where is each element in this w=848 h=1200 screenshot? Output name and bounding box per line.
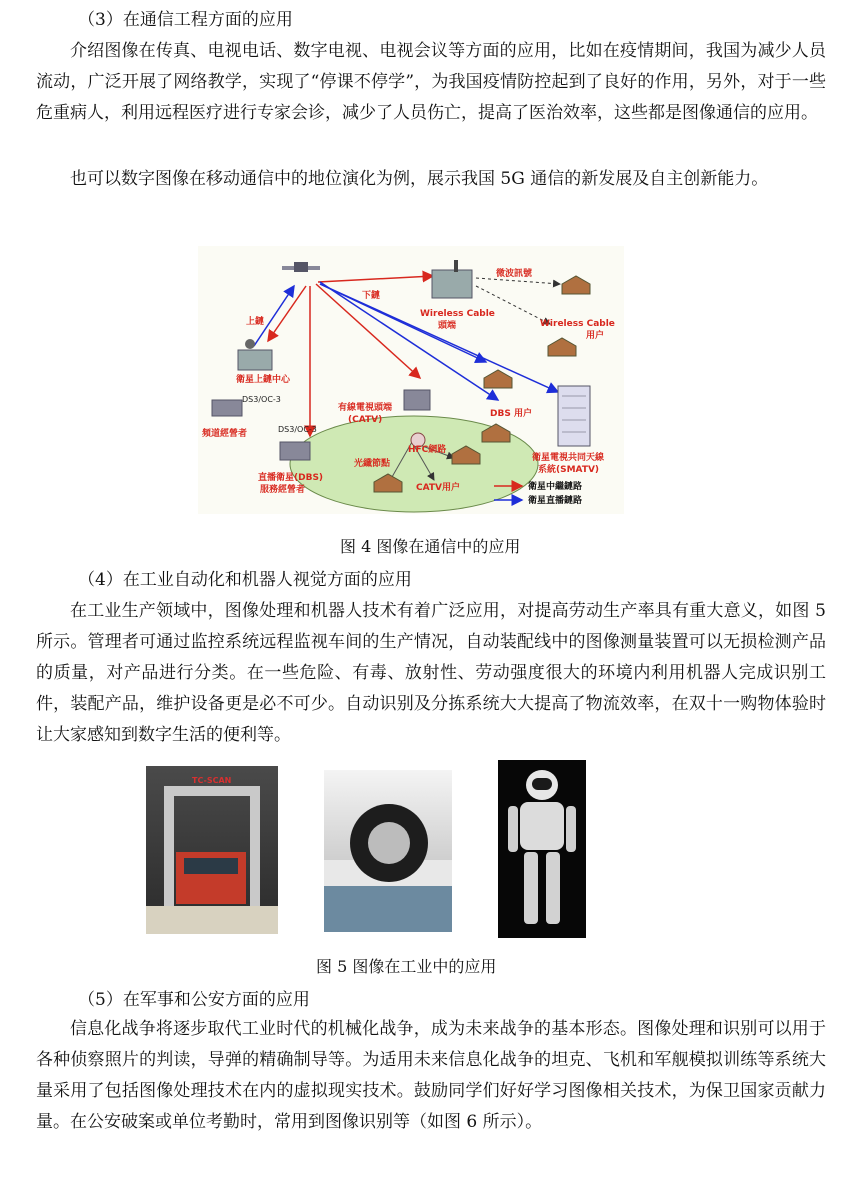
channel-operator-icon [212, 400, 242, 416]
legend-direct-link: 衛星直播鏈路 [528, 496, 583, 506]
label-uplink-center: 衛星上鏈中心 [236, 375, 291, 385]
section4-heading: （4）在工业自动化和机器人视觉方面的应用 [78, 570, 412, 590]
label-dbs-operator-1: 直播衛星(DBS) [258, 473, 324, 483]
figure4-diagram [198, 246, 624, 514]
car-wheel-photo [324, 770, 452, 932]
label-catv-user: CATV用户 [416, 483, 460, 493]
label-catv-head-2: (CATV) [348, 415, 383, 425]
section3-heading: （3）在通信工程方面的应用 [78, 10, 293, 30]
legend-relay-link: 衛星中繼鏈路 [528, 482, 583, 492]
section5-paragraph1: 信息化战争将逐步取代工业时代的机械化战争，成为未来战争的基本形态。图像处理和识别可以用于各种侦察照片的判读，导弹的精确制导等。为适用未来信息化战争的坦克、飞机和军舰模拟训练等系统大量采用了包括图像处理技术在内的虚拟现实技术。鼓励同学们好好学习图像相关技术，为保卫国家贡献力量。在公安破案或单位考勤时，常用到图像识别等（如图 6 所示）。 [36, 1019, 826, 1132]
truck-scan-photo [146, 766, 278, 934]
section3-paragraph2: 也可以数字图像在移动通信中的地位演化为例，展示我国 5G 通信的新发展及自主创新能力。 [70, 169, 769, 189]
label-fiber-node: 光纖節點 [354, 459, 391, 469]
figure5-caption: 图 5 图像在工业中的应用 [316, 957, 497, 976]
label-smatv-2: 系統(SMATV) [538, 465, 600, 475]
section3-paragraph1: 介绍图像在传真、电视电话、数字电视、电视会议等方面的应用，比如在疫情期间，我国为减少人员流动，广泛开展了网络教学，实现了“停课不停学”，为我国疫情防控起到了良好的作用，另外，对于一些危重病人，利用远程医疗进行专家会诊，减少了人员伤亡，提高了医治效率，这些都是图像通信的应用。 [36, 41, 826, 123]
label-ds3-a: DS3/OC-3 [242, 395, 281, 404]
label-catv-head-1: 有線電視頭端 [338, 403, 393, 413]
humanoid-robot-photo [498, 760, 586, 938]
label-wireless-cable-user: Wireless Cable [540, 319, 615, 329]
communication-diagram-svg [198, 246, 624, 514]
catv-head-icon [404, 390, 430, 410]
section4-paragraph1: 在工业生产领域中，图像处理和机器人技术有着广泛应用，对提高劳动生产率具有重大意义，如图 5 所示。管理者可通过监控系统远程监视车间的生产情况，自动装配线中的图像测量装置可以无损检测产品的质量，对产品进行分类。在一些危险、有毒、放射性、劳动强度很大的环境内利用机器人完成识别工件，装配产品，维护设备更是必不可少。自动识别及分拣系统大大提高了物流效率，在双十一购物体验时让大家感知到数字生活的便利等。 [36, 601, 826, 745]
label-wireless-cable-head: Wireless Cable [420, 309, 495, 319]
label-wireless-cable-head-2: 頭端 [438, 321, 457, 331]
label-smatv-1: 衛星電視共同天線 [532, 453, 605, 463]
label-hfc: HFC網路 [408, 445, 447, 455]
label-ds3-b: DS3/OC-3 [278, 425, 317, 434]
dbs-operator-icon [280, 442, 310, 460]
scan-label: TC-SCAN [192, 776, 232, 785]
label-microwave: 微波訊號 [496, 269, 533, 279]
label-channel-operator: 頻道經營者 [202, 429, 248, 439]
label-wireless-cable-user-2: 用户 [586, 331, 605, 341]
figure4-caption: 图 4 图像在通信中的应用 [340, 537, 521, 556]
label-uplink: 上鏈 [246, 317, 265, 327]
label-dbs-operator-2: 服務經營者 [260, 485, 306, 495]
section5-heading: （5）在军事和公安方面的应用 [78, 990, 310, 1010]
label-downlink: 下鏈 [362, 291, 381, 301]
smatv-building-icon [558, 386, 590, 446]
label-dbs-user: DBS 用户 [490, 409, 532, 419]
